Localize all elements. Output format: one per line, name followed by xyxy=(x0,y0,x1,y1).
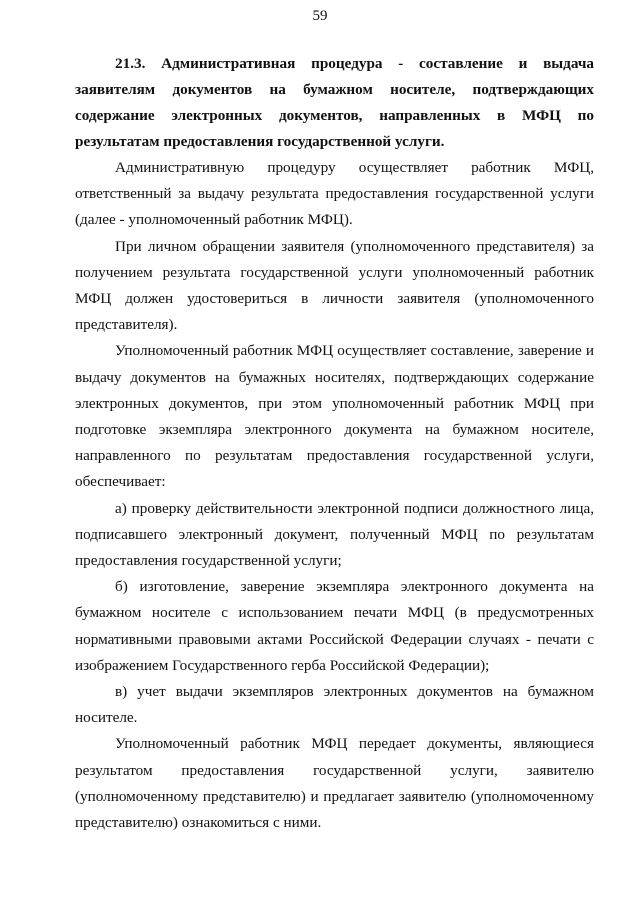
paragraph-responsible-worker: Административную процедуру осуществляет работник МФЦ, ответственный за выдачу результата предоставления государственной услуги (далее - уполномоченный работник МФЦ). xyxy=(75,159,594,229)
paragraph-paper-documents: Уполномоченный работник МФЦ осуществляет составление, заверение и выдачу документов на бумажных носителях, подтверждающих содержание электронных документов, при этом уполномоченный работник МФЦ при подготовке экземпляра электронного документа на бумажном носителе, направленного по результатам предоставления государственной услуги, обеспечивает: xyxy=(75,342,594,491)
list-item-c-accounting: в) учет выдачи экземпляров электронных документов на бумажном носителе. xyxy=(75,683,594,727)
paragraph-identity-check: При личном обращении заявителя (уполномоченного представителя) за получением результата государственной услуги уполномоченный работник МФЦ должен удостовериться в личности заявителя (уполномоченного представителя). xyxy=(75,237,594,334)
section-heading: 21.3. Административная процедура - составление и выдача заявителям документов на бумажном носителе, подтверждающих содержание электронных документов, направленных в МФЦ по результатам предоставления государственной услуги. xyxy=(75,55,594,150)
list-item-b-certification: б) изготовление, заверение экземпляра электронного документа на бумажном носителе с использованием печати МФЦ (в предусмотренных нормативными правовыми актами Российской Федерации случаях - печати с изображением Государственного герба Российской Федерации); xyxy=(75,578,594,674)
document-body xyxy=(75,51,594,836)
list-item-a-signature-check: а) проверку действительности электронной подписи должностного лица, подписавшего электронный документ, полученный МФЦ по результатам предоставления государственной услуги; xyxy=(75,499,594,570)
paragraph-document-handover: Уполномоченный работник МФЦ передает документы, являющиеся результатом предоставления государственной услуги, заявителю (уполномоченному представителю) и предлагает заявителю (уполномоченному представителю) ознакомиться с ними. xyxy=(75,735,594,832)
page-number: 59 xyxy=(312,8,328,24)
